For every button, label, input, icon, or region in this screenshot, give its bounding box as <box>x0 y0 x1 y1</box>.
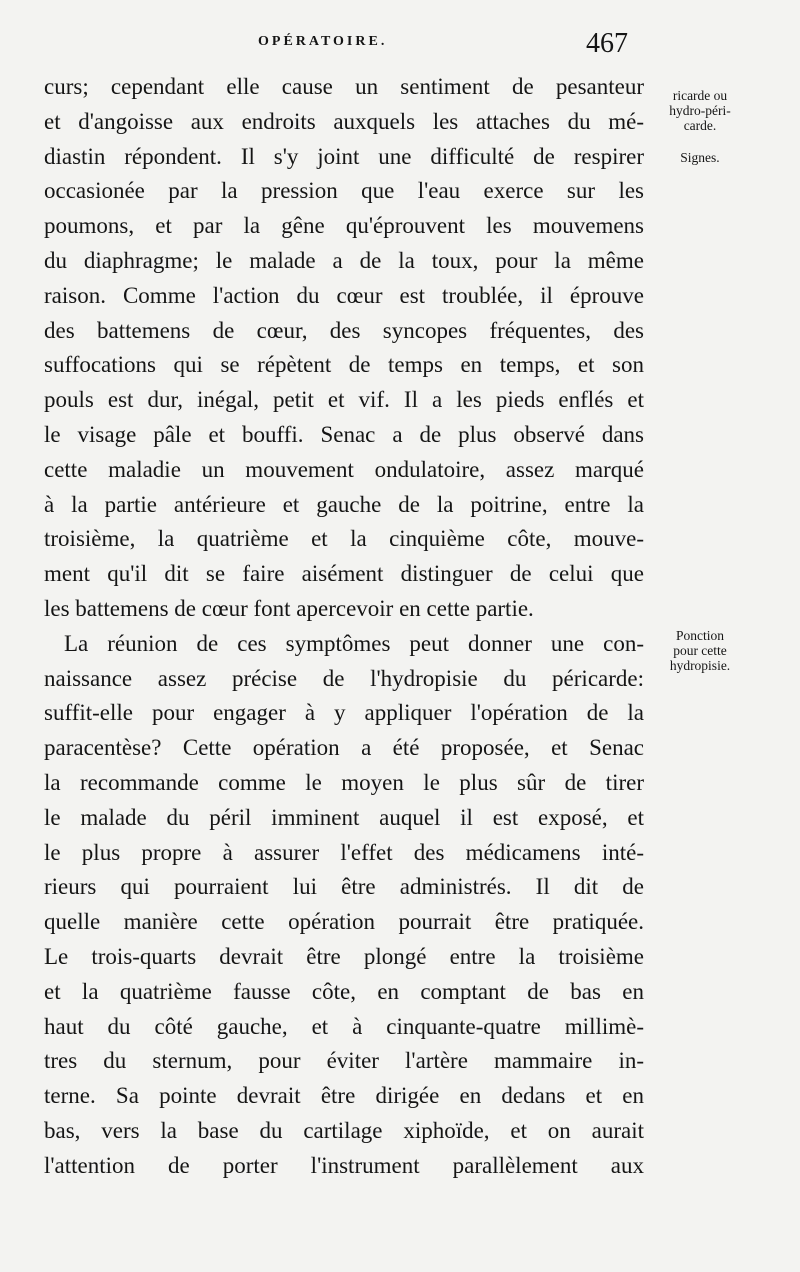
text-line: ment qu'il dit se faire aisément distinguer de celui que <box>44 561 644 587</box>
text-line: La réunion de ces symptômes peut donner une con- <box>64 630 644 656</box>
text-line: Le trois-quarts devrait être plongé entre la troisième <box>44 943 644 969</box>
margin-note-signes <box>652 150 748 165</box>
text-line: l'attention de porter l'instrument parallèlement aux <box>44 1152 644 1178</box>
text-line: troisième, la quatrième et la cinquième côte, mouve- <box>44 526 644 552</box>
text-line: terne. Sa pointe devrait être dirigée en dedans et en <box>44 1083 644 1109</box>
text-line: suffocations qui se répètent de temps en temps, et son <box>44 352 644 378</box>
text-line: quelle manière cette opération pourrait être pratiquée. <box>44 909 644 935</box>
text-line: et d'angoisse aux endroits auxquels les attaches du mé- <box>44 108 644 134</box>
margin-note-line: ricarde ou <box>672 88 728 103</box>
text-line: diastin répondent. Il s'y joint une difficulté de respirer <box>44 143 644 169</box>
margin-note-line: hydropisie. <box>669 658 731 673</box>
text-line: le malade du péril imminent auquel il est exposé, et <box>44 804 644 830</box>
text-line: paracentèse? Cette opération a été proposée, et Senac <box>44 735 644 761</box>
text-line: poumons, et par la gêne qu'éprouvent les mouvemens <box>44 213 644 239</box>
margin-note-ponction <box>652 628 748 673</box>
body-text <box>44 70 644 1184</box>
margin-note-line: Signes. <box>680 150 720 165</box>
text-line: tres du sternum, pour éviter l'artère mammaire in- <box>44 1048 644 1074</box>
text-line: et la quatrième fausse côte, en comptant de bas en <box>44 978 644 1004</box>
text-line: le visage pâle et bouffi. Senac a de plus observé dans <box>44 421 644 447</box>
text-line: le plus propre à assurer l'effet des médicamens inté- <box>44 839 644 865</box>
text-line: raison. Comme l'action du cœur est troublée, il éprouve <box>44 282 644 308</box>
running-title: OPÉRATOIRE. <box>258 34 388 49</box>
text-line: cette maladie un mouvement ondulatoire, assez marqué <box>44 456 644 482</box>
text-line: rieurs qui pourraient lui être administrés. Il dit de <box>44 874 644 900</box>
margin-note-line: hydro-péri- <box>669 103 731 118</box>
text-line: du diaphragme; le malade a de la toux, pour la même <box>44 247 644 273</box>
margin-note-line: Ponction <box>675 628 724 643</box>
margin-note-hydropericarde <box>652 88 748 133</box>
text-line: la recommande comme le moyen le plus sûr de tirer <box>44 769 644 795</box>
text-line: suffit-elle pour engager à y appliquer l'opération de la <box>44 700 644 726</box>
text-line: occasionée par la pression que l'eau exerce sur les <box>44 178 644 204</box>
page-number: 467 <box>586 28 628 59</box>
text-line: haut du côté gauche, et à cinquante-quatre millimè- <box>44 1013 644 1039</box>
text-line: les battemens de cœur font apercevoir en cette partie. <box>44 595 534 621</box>
text-line: bas, vers la base du cartilage xiphoïde, et on aurait <box>44 1117 644 1143</box>
text-line: pouls est dur, inégal, petit et vif. Il a les pieds enflés et <box>44 387 644 413</box>
margin-note-line: carde. <box>683 118 717 133</box>
text-line: des battemens de cœur, des syncopes fréquentes, des <box>44 317 644 343</box>
text-line: naissance assez précise de l'hydropisie du péricarde: <box>44 665 644 691</box>
text-line: curs; cependant elle cause un sentiment de pesanteur <box>44 74 644 99</box>
text-line: à la partie antérieure et gauche de la poitrine, entre la <box>44 491 644 517</box>
margin-note-line: pour cette <box>673 643 727 658</box>
